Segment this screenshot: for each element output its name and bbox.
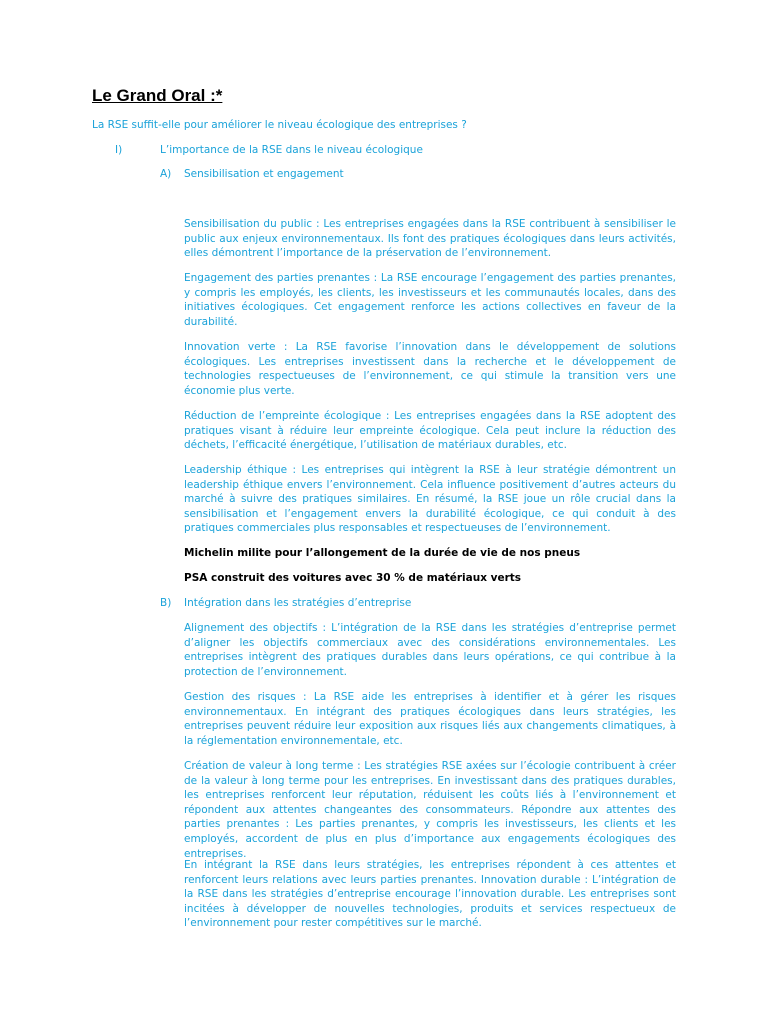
section-marker: I) xyxy=(115,144,123,156)
subsection-marker: A) xyxy=(160,168,172,180)
paragraph-alignement: Alignement des objectifs : L’intégration de la RSE dans les stratégies d’entreprise permet d’aligner les objectifs commerciaux avec des considérations environnementales. Les entreprises intègrent des pratiques durables dans leurs opérations, ce qui contribue à la protection de l’environnement. xyxy=(184,622,676,678)
page-title: Le Grand Oral :* xyxy=(92,86,223,105)
example-michelin: Michelin milite pour l’allongement de la durée de vie de nos pneus xyxy=(184,547,581,559)
subsection-heading-a xyxy=(160,168,400,182)
paragraph-reduction-empreinte: Réduction de l’empreinte écologique : Les entreprises engagées dans la RSE adoptent des pratiques visant à réduire leur empreinte écologique. Cela peut inclure la réduction des déchets, l’efficacité énergétique, l’utilisation de matériaux durables, etc. xyxy=(184,410,676,452)
research-question: La RSE suffit-elle pour améliorer le niveau écologique des entreprises ? xyxy=(92,119,467,131)
section-label: L’importance de la RSE dans le niveau écologique xyxy=(160,144,423,156)
subsection-label: Sensibilisation et engagement xyxy=(184,168,344,180)
paragraph-gestion-risques: Gestion des risques : La RSE aide les entreprises à identifier et à gérer les risques environnementaux. En intégrant des pratiques écologiques dans leurs stratégies, les entreprises peuvent réduire leur exposition aux risques liés aux changements climatiques, à la réglementation environnementale, etc. xyxy=(184,691,676,747)
paragraph-creation-valeur: Création de valeur à long terme : Les stratégies RSE axées sur l’écologie contribuent à créer de la valeur à long terme pour les entreprises. En investissant dans des pratiques durables, les entreprises renforcent leur réputation, réduisent les coûts liés à l’environnement et répondent aux attentes changeantes des consommateurs. Répondre aux attentes des parties prenantes : Les parties prenantes, y compris les investisseurs, les clients et les employés, accordent de plus en plus d’importance aux engagements écologiques des entreprises. xyxy=(184,760,676,860)
paragraph-integration-rse: En intégrant la RSE dans leurs stratégies, les entreprises répondent à ces attentes et renforcent leurs relations avec leurs parties prenantes. Innovation durable : L’intégration de la RSE dans les stratégies d’entreprise encourage l’innovation durable. Les entreprises sont incitées à développer de nouvelles technologies, produits et services respectueux de l’environnement pour rester compétitives sur le marché. xyxy=(184,859,676,930)
paragraph-sensibilisation: Sensibilisation du public : Les entreprises engagées dans la RSE contribuent à sensibiliser le public aux enjeux environnementaux. Ils font des pratiques écologiques dans leurs activités, elles démontrent l’importance de la préservation de l’environnement. xyxy=(184,218,676,260)
paragraph-innovation-verte: Innovation verte : La RSE favorise l’innovation dans le développement de solutions écologiques. Les entreprises investissent dans la recherche et le développement de technologies respectueuses de l’environnement, ce qui stimule la transition vers une économie plus verte. xyxy=(184,341,676,397)
paragraph-engagement: Engagement des parties prenantes : La RSE encourage l’engagement des parties prenantes, y compris les employés, les clients, les investisseurs et les communautés locales, dans des initiatives écologiques. Cet engagement renforce les actions collectives en faveur de la durabilité. xyxy=(184,272,676,328)
subsection-heading-b xyxy=(160,597,460,611)
paragraph-leadership: Leadership éthique : Les entreprises qui intègrent la RSE à leur stratégie démontrent un leadership éthique envers l’environnement. Cela influence positivement d’autres acteurs du marché à suivre des pratiques similaires. En résumé, la RSE joue un rôle crucial dans la sensibilisation et l’engagement envers la durabilité écologique, ce qui conduit à des pratiques commerciales plus responsables et respectueuses de l’environnement. xyxy=(184,464,676,535)
example-psa: PSA construit des voitures avec 30 % de matériaux verts xyxy=(184,572,522,584)
subsection-label: Intégration dans les stratégies d’entreprise xyxy=(184,597,412,609)
section-heading-1 xyxy=(115,144,435,158)
subsection-marker: B) xyxy=(160,597,172,609)
